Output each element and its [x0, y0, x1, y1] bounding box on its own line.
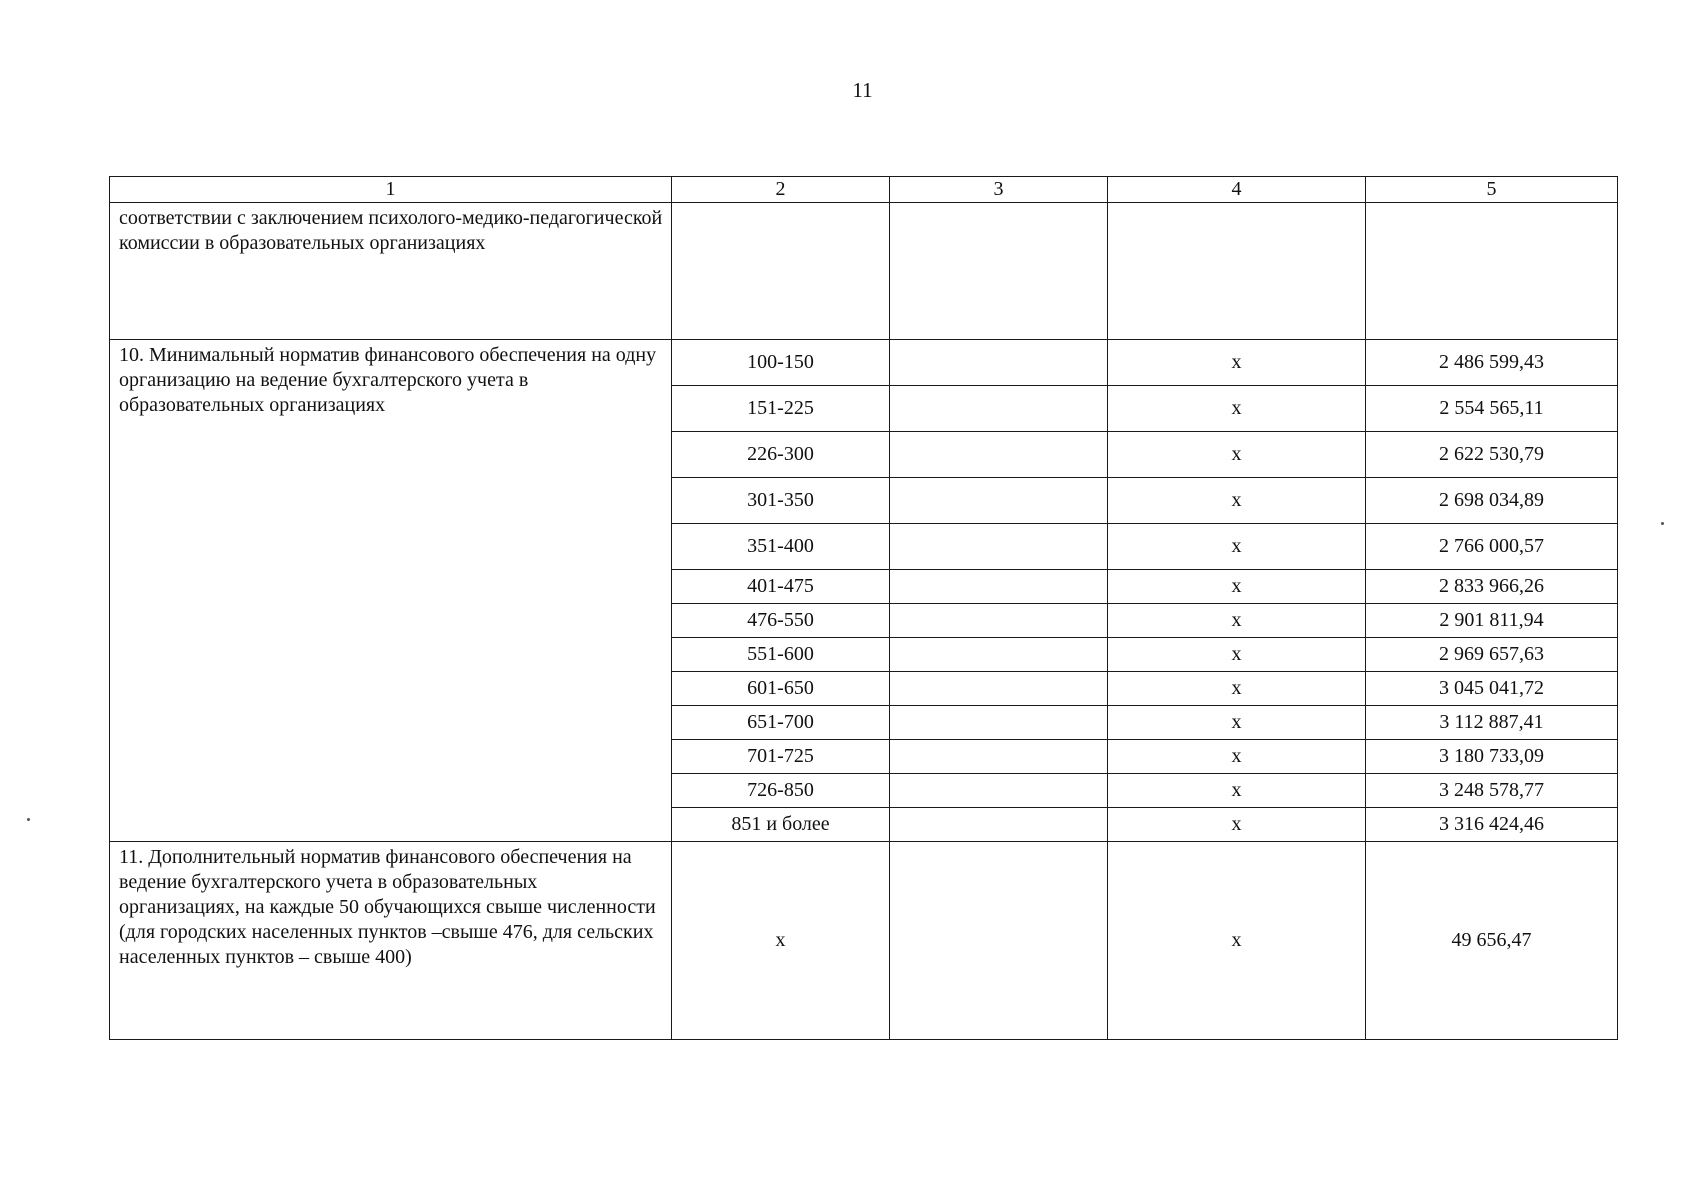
- column-3-cell: [890, 774, 1108, 808]
- amount-cell: 3 316 424,46: [1366, 808, 1618, 842]
- scan-speck: [27, 818, 30, 821]
- column-3-cell: [890, 842, 1108, 1040]
- amount-cell: 2 833 966,26: [1366, 570, 1618, 604]
- column-4-cell: х: [1108, 808, 1366, 842]
- range-cell: 701-725: [672, 740, 890, 774]
- column-3-cell: [890, 432, 1108, 478]
- column-4-cell: х: [1108, 478, 1366, 524]
- range-cell: 226-300: [672, 432, 890, 478]
- column-4-cell: х: [1108, 432, 1366, 478]
- norms-table: [109, 176, 1618, 1040]
- continuation-text: соответствии с заключением психолого-медико-педагогической комиссии в образовательных организациях: [110, 203, 672, 340]
- column-header-4: 4: [1108, 177, 1366, 203]
- range-cell: 401-475: [672, 570, 890, 604]
- range-cell: 301-350: [672, 478, 890, 524]
- column-3-cell: [890, 386, 1108, 432]
- column-4-cell: х: [1108, 386, 1366, 432]
- column-3-cell: [890, 638, 1108, 672]
- column-3-cell: [890, 740, 1108, 774]
- table-cell: [890, 203, 1108, 340]
- amount-cell: 2 554 565,11: [1366, 386, 1618, 432]
- range-cell: 151-225: [672, 386, 890, 432]
- column-number-row: [110, 177, 1618, 203]
- column-3-cell: [890, 706, 1108, 740]
- column-4-cell: х: [1108, 842, 1366, 1040]
- column-3-cell: [890, 478, 1108, 524]
- amount-cell: 2 486 599,43: [1366, 340, 1618, 386]
- amount-cell: 3 112 887,41: [1366, 706, 1618, 740]
- column-3-cell: [890, 340, 1108, 386]
- column-3-cell: [890, 808, 1108, 842]
- column-4-cell: х: [1108, 340, 1366, 386]
- column-3-cell: [890, 604, 1108, 638]
- column-4-cell: х: [1108, 706, 1366, 740]
- amount-cell: 49 656,47: [1366, 842, 1618, 1040]
- range-cell: 551-600: [672, 638, 890, 672]
- column-header-5: 5: [1366, 177, 1618, 203]
- range-cell: 851 и более: [672, 808, 890, 842]
- column-4-cell: х: [1108, 774, 1366, 808]
- column-4-cell: х: [1108, 672, 1366, 706]
- column-header-2: 2: [672, 177, 890, 203]
- amount-cell: 3 045 041,72: [1366, 672, 1618, 706]
- column-3-cell: [890, 672, 1108, 706]
- amount-cell: 3 180 733,09: [1366, 740, 1618, 774]
- amount-cell: 3 248 578,77: [1366, 774, 1618, 808]
- amount-cell: 2 901 811,94: [1366, 604, 1618, 638]
- amount-cell: 2 698 034,89: [1366, 478, 1618, 524]
- table-cell: [1366, 203, 1618, 340]
- amount-cell: 2 969 657,63: [1366, 638, 1618, 672]
- table-row: [110, 842, 1618, 1040]
- column-header-1: 1: [110, 177, 672, 203]
- table-cell: [1108, 203, 1366, 340]
- column-2-cell: х: [672, 842, 890, 1040]
- range-cell: 100-150: [672, 340, 890, 386]
- amount-cell: 2 622 530,79: [1366, 432, 1618, 478]
- section-10-description: 10. Минимальный норматив финансового обеспечения на одну организацию на ведение бухгалтерского учета в образовательных организациях: [110, 340, 672, 842]
- column-4-cell: х: [1108, 570, 1366, 604]
- page-number: 11: [852, 78, 873, 102]
- table-cell: [672, 203, 890, 340]
- column-4-cell: х: [1108, 740, 1366, 774]
- range-cell: 351-400: [672, 524, 890, 570]
- continuation-row: [110, 203, 1618, 340]
- column-4-cell: х: [1108, 524, 1366, 570]
- range-cell: 726-850: [672, 774, 890, 808]
- column-4-cell: х: [1108, 638, 1366, 672]
- column-3-cell: [890, 570, 1108, 604]
- range-cell: 601-650: [672, 672, 890, 706]
- table-row: [110, 340, 1618, 386]
- range-cell: 476-550: [672, 604, 890, 638]
- amount-cell: 2 766 000,57: [1366, 524, 1618, 570]
- column-4-cell: х: [1108, 604, 1366, 638]
- column-header-3: 3: [890, 177, 1108, 203]
- range-cell: 651-700: [672, 706, 890, 740]
- column-3-cell: [890, 524, 1108, 570]
- scan-speck: [1661, 522, 1664, 525]
- section-11-description: 11. Дополнительный норматив финансового обеспечения на ведение бухгалтерского учета в образовательных организациях, на каждые 50 обучающихся свыше численности (для городских населенных пунктов –свыше 476, для сельских населенных пунктов – свыше 400): [110, 842, 672, 1040]
